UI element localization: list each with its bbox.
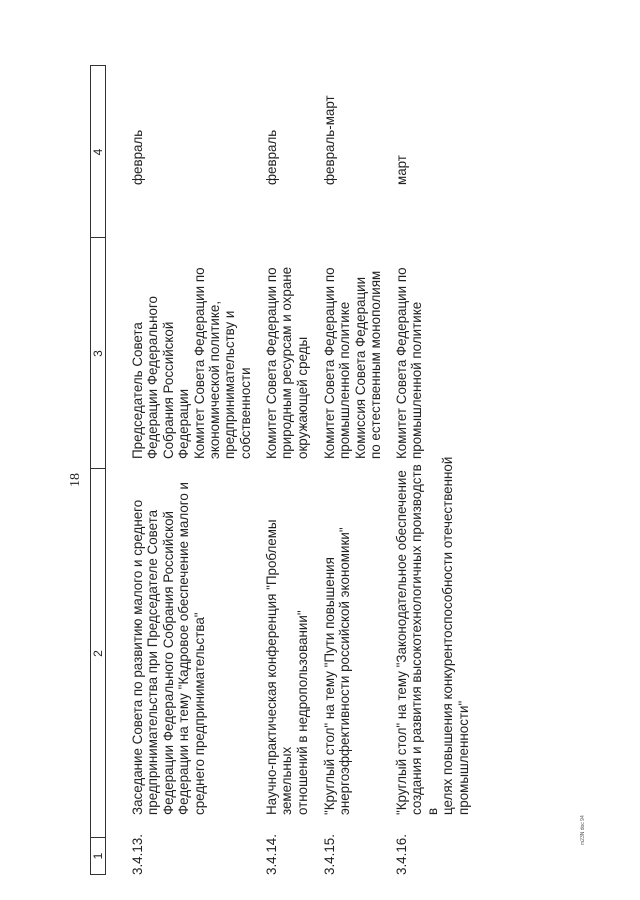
events-table xyxy=(90,65,560,875)
responsible-body: Комитет Совета Федерации по природным ресурсам и охране окружающей среды xyxy=(264,266,310,459)
header-col-3: 3 xyxy=(91,350,105,357)
row-number: 3.4.13. xyxy=(130,834,145,875)
event-title: Научно-практическая конференция "Проблемы земельных отношений в недропользовании" xyxy=(264,519,310,815)
responsible-body: Комитет Совета Федерации по промышленной политике Комиссия Совета Федерации по естественным монополиям xyxy=(322,267,384,459)
row-number: 3.4.16. xyxy=(394,834,409,875)
row-number: 3.4.14. xyxy=(264,834,279,875)
term: февраль xyxy=(264,129,279,185)
footer-mark: m23N doc 94 xyxy=(580,815,586,845)
table-header-row xyxy=(90,65,106,875)
responsible-body: Комитет Совета Федерации по промышленной политике xyxy=(394,267,425,459)
header-col-4: 4 xyxy=(91,148,105,156)
term: март xyxy=(394,155,409,185)
header-col-2: 2 xyxy=(91,650,105,657)
term: февраль-март xyxy=(322,95,337,185)
header-col-1: 1 xyxy=(91,852,105,860)
event-title: "Круглый стол" на тему "Пути повышения энергоэффективности российской экономики" xyxy=(322,527,353,815)
term: февраль xyxy=(130,129,145,185)
event-title: Заседание Совета по развитию малого и среднего предпринимательства при Председателе Совета Федерации Федерального Собрания Российской Федерации на тему "Кадровое обеспечение малого и среднего предпринимательства" xyxy=(130,481,207,815)
event-title: "Круглый стол" на тему "Законодательное обеспечение создания и развития высокотехнологичных производств в целях повышения конкурентоспособности отечественной промышленности" xyxy=(394,456,471,815)
responsible-body: Председатель Совета Федерации Федерального Собрания Российской Федерации Комитет Совета Федерации по экономической политике, предпринимательству и собственности xyxy=(130,267,253,459)
page-number: 18 xyxy=(68,473,83,487)
row-number: 3.4.15. xyxy=(322,834,337,875)
